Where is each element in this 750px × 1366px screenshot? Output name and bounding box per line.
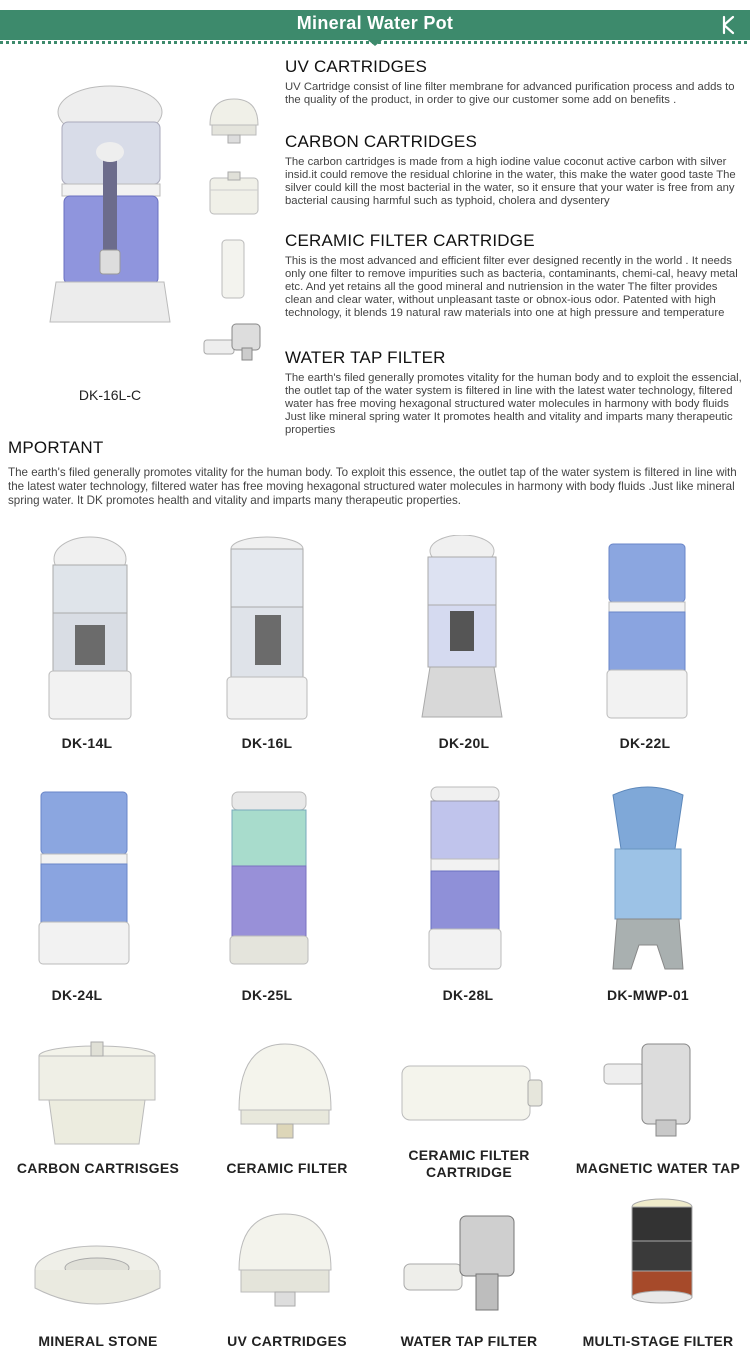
section-body: The carbon cartridges is made from a high iodine value coconut active carbon with silver insid.it could remove the residual chlorine in the water, this make the water good taste The silver could kill the most bacterial in the water, so it ensure that your water is free from any bacterial causing harmful such as typhoid, cholera and dysentery [285,156,736,207]
part-label: CERAMIC FILTER CARTRIDGE [408,1147,530,1180]
section-body: This is the most advanced and efficient filter ever designed recently in the world . It needs only one filter to remove impurities such as bacteria, contaminants, chemi-cal, heavy metal etc. And yet retains all the good mineral and nutriension in the water The filter provides clean and clear water, without unpleasant taste or obnox-ious odor. Patented with high technology, it blends 19 natural raw materials into one at high pressure and temperature [285,255,738,319]
model-label: DK-28L [442,987,494,1003]
ceramic-filter-section [285,231,745,320]
section-body: UV Cartridge consist of line filter membrane for advanced purification process and adds to the quality of the product, in order to give our customer some add on benefits . [285,81,735,106]
carbon-cartridge-icon [206,170,262,220]
product-image-dk-28l [425,785,505,970]
product-image-dk-14l [45,535,135,720]
section-heading: CERAMIC FILTER CARTRIDGE [285,231,535,250]
carbon-cartridges-section [285,132,745,208]
section-heading: CARBON CARTRIDGES [285,132,478,151]
model-label: DK-20L [438,735,490,751]
product-image-dk-24l [37,790,132,965]
model-label: DK-16L [241,735,293,751]
mineral-stone-image [30,1240,165,1315]
model-label: DK-22L [619,735,671,751]
important-heading: MPORTANT [8,438,104,457]
multi-stage-filter-image [627,1197,697,1305]
part-label: MINERAL STONE [38,1333,158,1349]
page-title: Mineral Water Pot [296,13,454,33]
hero-caption: DK-16L-C [78,387,142,403]
ceramic-cartridge-icon [218,238,248,300]
product-image-dk-mwp-01 [605,785,690,970]
model-label: DK-25L [241,987,293,1003]
model-label: DK-24L [51,987,103,1003]
product-image-dk-20l [420,535,505,720]
section-heading: UV CARTRIDGES [285,57,428,76]
product-image-dk-16l [225,535,310,720]
water-tap-filter-image [402,1208,537,1318]
part-label: CERAMIC FILTER [226,1160,348,1176]
carbon-cartridge-image [35,1040,160,1150]
part-label: WATER TAP FILTER [400,1333,538,1349]
model-label: DK-MWP-01 [606,987,690,1003]
important-body: The earth's filed generally promotes vitality for the human body. To exploit this essence, the outlet tap of the water system is filtered in line with the latest water technology, filtered water has free moving hexagonal structured water molecules in harmony with body fluids .Just like mineral spring water. It DK promotes health and vitality and imparts many therapeutic properties. [8,466,737,507]
tap-filter-icon [202,318,266,364]
uv-cartridge-icon [206,95,262,145]
banner-notch [363,36,387,46]
section-body: The earth's filed generally promotes vitality for the human body and to exploit the essencial, the outlet tap of the water system is filtered in line with the latest water technology, filtered water has free moving hexagonal structured water molecules in harmony with body fluids Just like mineral spring water It promotes health and vitality and imparts many therapeutic properties [285,372,742,436]
product-image-dk-25l [228,790,310,965]
leaf-logo-icon [718,14,740,36]
ceramic-filter-image [235,1040,335,1140]
magnetic-water-tap-image [602,1040,697,1140]
ceramic-filter-cartridge-image [400,1062,545,1124]
model-label: DK-14L [61,735,113,751]
uv-cartridges-section [285,57,745,107]
product-image-dk-22l [605,540,690,720]
part-label: MAGNETIC WATER TAP [575,1160,741,1176]
section-heading: WATER TAP FILTER [285,348,446,367]
part-label: UV CARTRIDGES [227,1333,347,1349]
part-label: CARBON CARTRISGES [16,1160,180,1176]
part-label: MULTI-STAGE FILTER [582,1333,734,1349]
water-tap-filter-section [285,348,745,437]
uv-cartridge-image [235,1210,335,1310]
